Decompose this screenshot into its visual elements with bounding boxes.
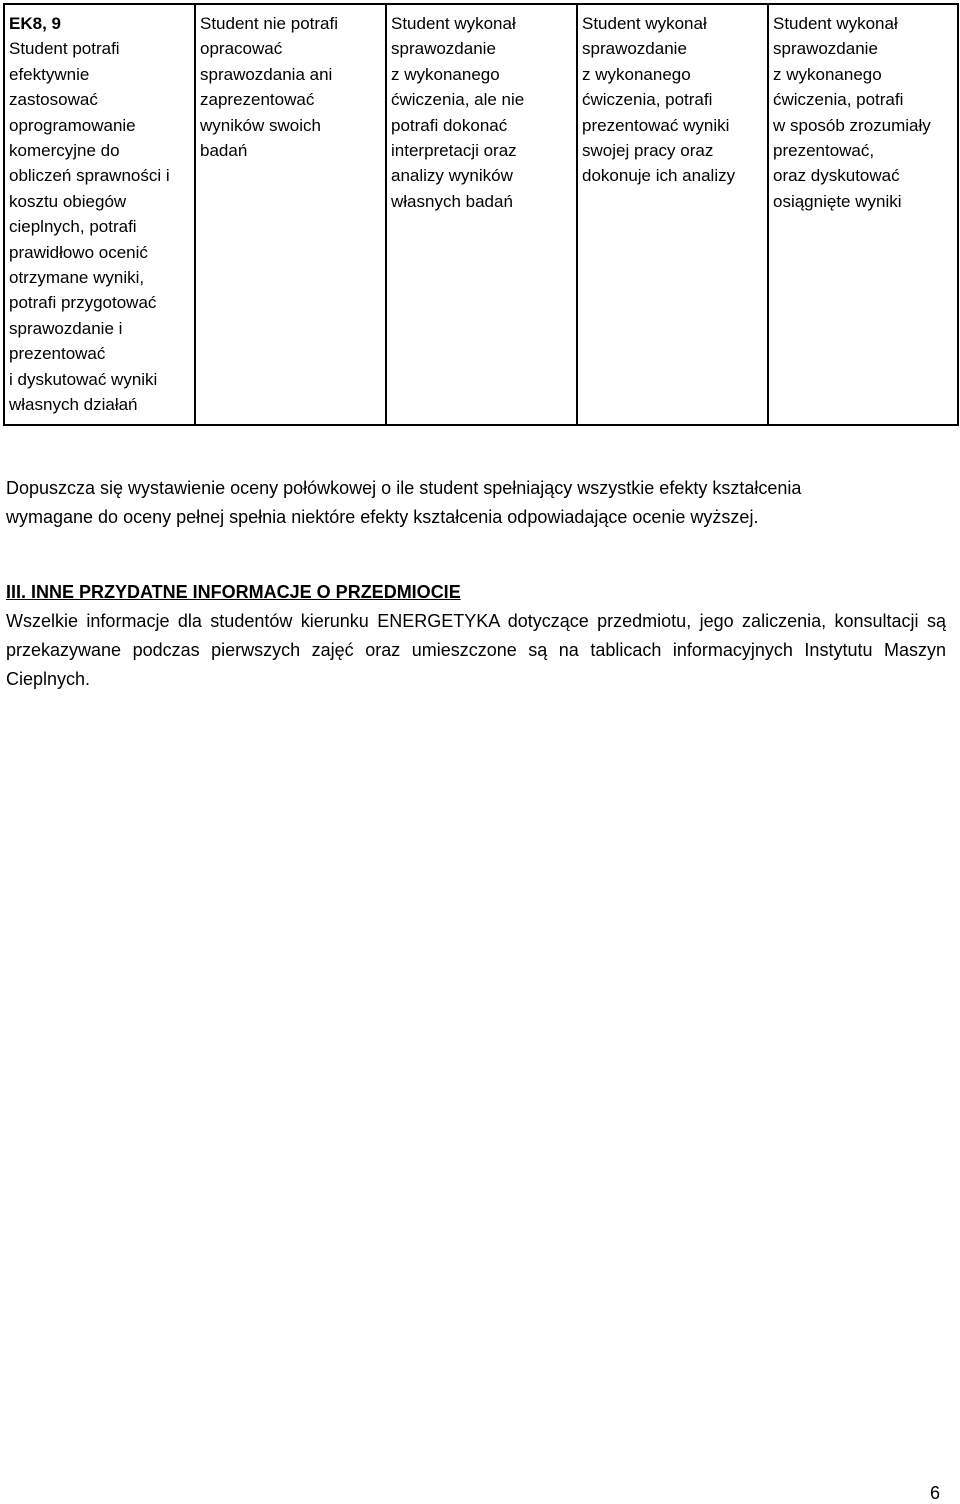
cell-line: prezentować: [9, 344, 106, 364]
cell-line: opracować: [200, 39, 283, 59]
cell-line: zastosować: [9, 90, 98, 110]
grading-criteria-table: [3, 3, 959, 426]
grade-criterion-cell: [768, 4, 958, 425]
cell-line: prezentować wyniki: [582, 115, 730, 135]
cell-line: badań: [200, 141, 248, 161]
grade-criterion-cell: [195, 4, 386, 425]
learning-outcome-cell: [4, 4, 195, 425]
cell-line: sprawozdanie: [773, 39, 878, 59]
cell-line: z wykonanego: [391, 64, 500, 84]
cell-line: Student wykonał: [773, 14, 898, 33]
cell-line: obliczeń sprawności i: [9, 166, 170, 186]
section-heading: III. INNE PRZYDATNE INFORMACJE O PRZEDMIOCIE: [6, 582, 461, 602]
table-row: [4, 4, 958, 425]
cell-line: interpretacji oraz: [391, 141, 517, 161]
cell-line: sprawozdanie: [391, 39, 496, 59]
cell-line: oraz dyskutować: [773, 166, 900, 186]
section-body: Wszelkie informacje dla studentów kierunku ENERGETYKA dotyczące przedmiotu, jego zaliczenia, konsultacji są przekazywane podczas pierwszych zajęć oraz umieszczone są na tablicach informacyjnych Instytutu Maszyn Cieplnych.: [6, 611, 946, 689]
cell-line: w sposób zrozumiały: [773, 115, 931, 135]
cell-line: wyników swoich: [200, 115, 321, 135]
cell-line: ćwiczenia, potrafi: [582, 90, 713, 110]
cell-line: oprogramowanie: [9, 115, 136, 135]
grade-criterion-cell: [386, 4, 577, 425]
cell-line: z wykonanego: [582, 64, 691, 84]
page-number: 6: [930, 1483, 941, 1503]
cell-line: zaprezentować: [200, 90, 315, 110]
cell-line: z wykonanego: [773, 64, 882, 84]
cell-line: analizy wyników: [391, 166, 513, 186]
cell-line: prezentować,: [773, 141, 875, 161]
cell-line: Student wykonał: [582, 14, 707, 33]
cell-line: prawidłowo ocenić: [9, 242, 148, 262]
additional-info-section: [6, 578, 946, 694]
half-grade-note: [6, 474, 951, 532]
cell-line: kosztu obiegów: [9, 191, 127, 211]
cell-line: potrafi przygotować: [9, 293, 157, 313]
cell-line: sprawozdania ani: [200, 64, 333, 84]
cell-line: własnych badań: [391, 191, 513, 211]
cell-line: własnych działań: [9, 395, 138, 415]
note-line: wymagane do oceny pełnej spełnia niektóre efekty kształcenia odpowiadające ocenie wyższej.: [6, 507, 759, 527]
cell-line: Student nie potrafi: [200, 14, 338, 33]
cell-line: otrzymane wyniki,: [9, 268, 145, 288]
cell-line: ćwiczenia, potrafi: [773, 90, 904, 110]
note-line: Dopuszcza się wystawienie oceny połówkowej o ile student spełniający wszystkie efekty kształcenia: [6, 478, 802, 498]
cell-line: sprawozdanie: [582, 39, 687, 59]
grade-criterion-cell: [577, 4, 768, 425]
cell-line: osiągnięte wyniki: [773, 191, 902, 211]
cell-line: cieplnych, potrafi: [9, 217, 137, 237]
cell-line: efektywnie: [9, 64, 90, 84]
cell-line: dokonuje ich analizy: [582, 166, 736, 186]
cell-text: [9, 36, 190, 417]
cell-line: swojej pracy oraz: [582, 141, 714, 161]
learning-outcome-code: EK8, 9: [9, 14, 61, 33]
cell-line: Student wykonał: [391, 14, 516, 33]
cell-line: potrafi dokonać: [391, 115, 508, 135]
cell-line: sprawozdanie i: [9, 318, 123, 338]
cell-line: Student potrafi: [9, 39, 120, 59]
cell-line: komercyjne do: [9, 141, 120, 161]
cell-line: i dyskutować wyniki: [9, 369, 158, 389]
cell-line: ćwiczenia, ale nie: [391, 90, 525, 110]
